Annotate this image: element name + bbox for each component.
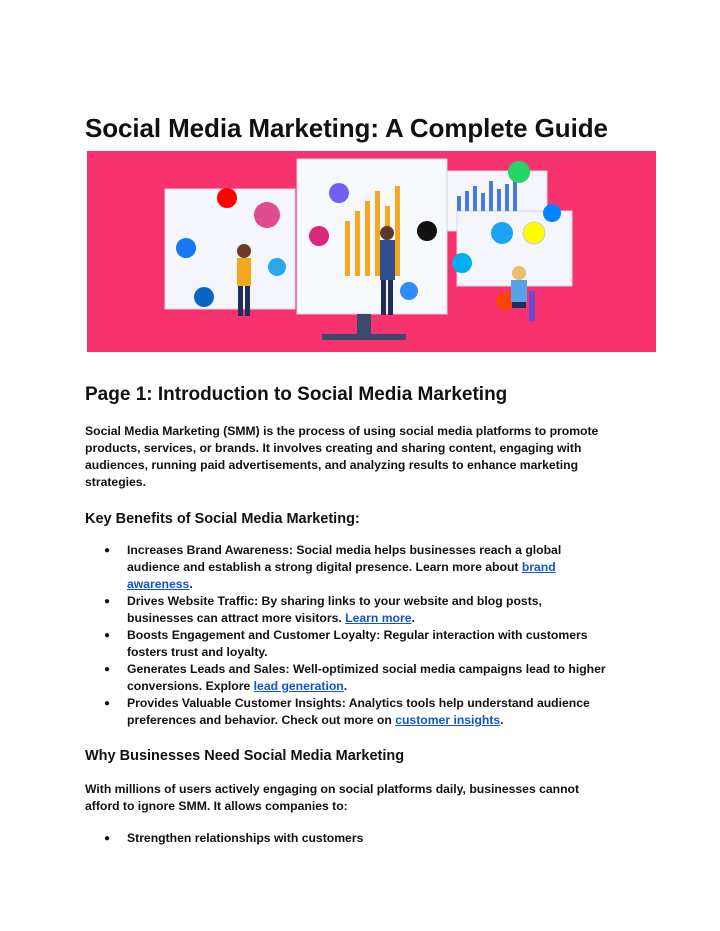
intro-line: audiences, running paid advertisements, and analyzing results to enhance marketing [85, 458, 579, 472]
zoom-icon [400, 282, 418, 300]
youtube-icon [217, 188, 237, 208]
tiktok-icon [417, 221, 437, 241]
facebook-icon [176, 238, 196, 258]
list-item-text: fosters trust and loyalty. [127, 645, 268, 659]
benefits-heading: Key Benefits of Social Media Marketing: [85, 511, 360, 527]
why-list [85, 830, 630, 847]
stand-base [322, 334, 406, 340]
whatsapp-icon [508, 161, 530, 183]
lead-generation-link[interactable]: lead generation [253, 679, 344, 693]
list-item-text: Generates Leads and Sales: Well-optimized social media campaigns lead to higher [127, 662, 606, 676]
list-item-text: Boosts Engagement and Customer Loyalty: Regular interaction with customers [127, 628, 588, 642]
skype-icon [452, 253, 472, 273]
instagram-icon [309, 226, 329, 246]
list-item-text: Increases Brand Awareness: Social media helps businesses reach a global [127, 543, 562, 557]
why-heading: Why Businesses Need Social Media Marketing [85, 748, 405, 764]
list-item [85, 542, 630, 593]
brand-awareness-link[interactable]: awareness [127, 577, 190, 591]
intro-line: Social Media Marketing (SMM) is the process of using social media platforms to promote [85, 424, 599, 438]
list-item [85, 627, 630, 661]
marketing-illustration-svg [87, 151, 656, 352]
stand [357, 314, 371, 336]
bullet: ● [104, 698, 111, 709]
customer-insights-link[interactable]: customer insights [395, 713, 501, 727]
benefits-list [85, 542, 630, 729]
list-item-text: audience and establish a strong digital presence. Learn more about [127, 560, 522, 574]
learn-more-link[interactable]: Learn more [345, 611, 412, 625]
list-item-text: conversions. Explore [127, 679, 254, 693]
list-item-text: . [500, 713, 504, 727]
list-item-text: Provides Valuable Customer Insights: Analytics tools help understand audience [127, 696, 590, 710]
home-icon [254, 202, 280, 228]
intro-line: strategies. [85, 475, 146, 489]
list-item-text: . [343, 679, 348, 693]
messenger-icon [543, 204, 561, 222]
intro-paragraph [85, 423, 645, 491]
section-heading-intro: Page 1: Introduction to Social Media Marketing [85, 384, 508, 405]
document-title: Social Media Marketing: A Complete Guide [85, 113, 608, 143]
hero-illustration [87, 151, 656, 352]
linkedin-icon [194, 287, 214, 307]
bullet: ● [104, 630, 111, 641]
list-item-text: businesses can attract more visitors. [127, 611, 346, 625]
telegram-icon [268, 258, 286, 276]
list-item-text: . [411, 611, 415, 625]
brand-awareness-link[interactable]: brand [521, 560, 556, 574]
viber-icon [329, 183, 349, 203]
why-line: With millions of users actively engaging on social platforms daily, businesses cannot [85, 782, 580, 796]
bullet: ● [104, 833, 111, 844]
list-item [85, 661, 630, 695]
list-item [85, 593, 630, 627]
list-item [85, 830, 630, 847]
why-paragraph [85, 781, 645, 815]
snapchat-icon [523, 222, 545, 244]
list-item [85, 695, 630, 729]
list-item-text: Drives Website Traffic: By sharing links to your website and blog posts, [127, 594, 542, 608]
list-item-text: preferences and behavior. Check out more on [127, 713, 396, 727]
bullet: ● [104, 664, 111, 675]
twitter-icon [491, 222, 513, 244]
why-line: afford to ignore SMM. It allows companies to: [85, 799, 348, 813]
list-item-text: Strengthen relationships with customers [127, 831, 364, 845]
list-item-text: . [189, 577, 193, 591]
bullet: ● [104, 596, 111, 607]
bullet: ● [104, 545, 111, 556]
intro-line: products, services, or brands. It involves creating and sharing content, engaging with [85, 441, 582, 455]
